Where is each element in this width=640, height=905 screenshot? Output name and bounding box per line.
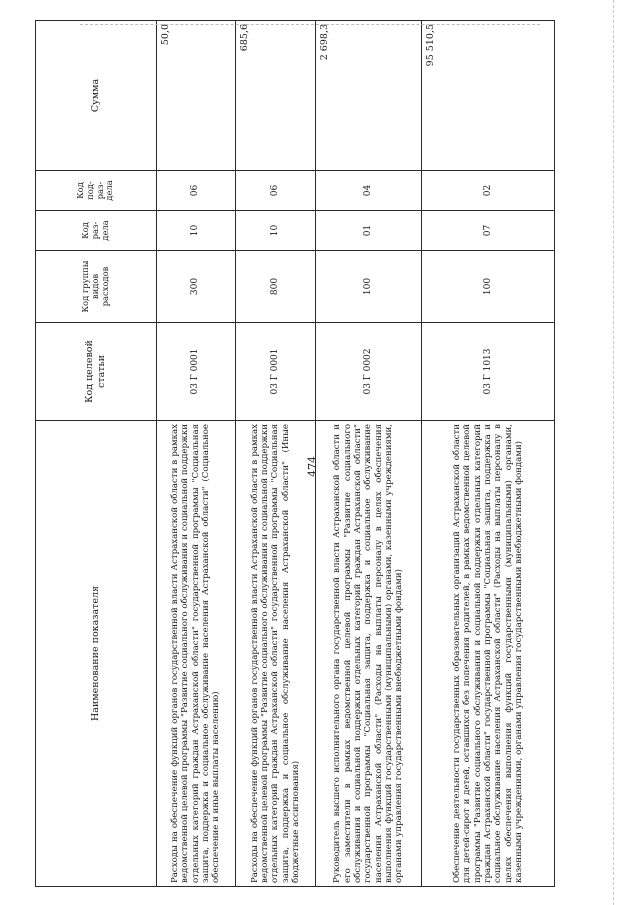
row-expense-group: 100 [422,251,555,323]
table-row [315,21,421,887]
header-name: Наименование показателя [36,421,157,887]
row-amount: 95 510,5 [422,21,555,171]
table-row [156,21,236,887]
row-section: 01 [315,211,421,251]
header-section: Код раз-дела [36,211,157,251]
page-number: 474 [306,456,319,477]
table-row [422,21,555,887]
row-expense-group: 300 [156,251,236,323]
row-name: Расходы на обеспечение функций органов государственной власти Астраханской области в рамках ведомственной целевой программы "Развитие социального обслуживания и социальной поддержки отдельных категорий граждан Астраханской области" государственной программы "Социальная защита, поддержка и социальное обслуживание населения Астраханской области" (Социальное обеспечение и иные выплаты населению) [156,421,236,887]
row-target-code: 03 Г 1013 [422,323,555,421]
row-target-code: 03 Г 0001 [236,323,316,421]
row-section: 10 [236,211,316,251]
row-name: Руководитель высшего исполнительного органа государственной власти Астраханской области и его заместители в рамках ведомственной целевой программы "Развитие социального обслуживания и социальной поддержки отдельных категорий граждан Астраханской области" государственной программы "Социальная защита, поддержка и социальное обслуживание населения Астраханской области" (Расходы на выплаты персоналу в целях обеспечения выполнения функций государственными (муниципальными) органами, казенными учреждениями, органами управления государственными внебюджетными фондами) [315,421,421,887]
row-amount: 2 698,3 [315,21,421,171]
scan-edge-marks [613,0,636,905]
row-amount: 50,0 [156,21,236,171]
row-expense-group: 100 [315,251,421,323]
row-target-code: 03 Г 0002 [315,323,421,421]
row-amount: 685,6 [236,21,316,171]
table-header-row [36,21,157,887]
row-target-code: 03 Г 0001 [156,323,236,421]
row-section: 10 [156,211,236,251]
scan-margin-line [80,24,540,25]
row-subsection: 04 [315,171,421,211]
header-subsection: Код под-раз-дела [36,171,157,211]
row-subsection: 02 [422,171,555,211]
row-name: Обеспечение деятельности государственных образовательных организаций Астраханской области для детей-сирот и детей, оставшихся без попечения родителей, в рамках ведомственной целевой программы "Развитие социального обслуживания и социальной поддержки отдельных категорий граждан Астраханской области" государственной программы "Социальная защита, поддержка и социальное обслуживание населения Астраханской области" (Расходы на выплаты персоналу в целях обеспечения выполнения функций государственными (муниципальными) органами, казенными учреждениями, органами управления государственными внебюджетными фондами) [422,421,555,887]
row-subsection: 06 [236,171,316,211]
table-row [236,21,316,887]
header-target-code: Код целевой статьи [36,323,157,421]
row-section: 07 [422,211,555,251]
row-name: Расходы на обеспечение функций органов государственной власти Астраханской области в рамках ведомственной целевой программы "Развитие социального обслуживания и социальной поддержки отдельных категорий граждан Астраханской области" государственной программы "Социальная защита, поддержка и социальное обслуживание населения Астраханской области" (Иные бюджетные ассигнования) [236,421,316,887]
header-expense-group: Код группы видов расходов [36,251,157,323]
header-amount: Сумма [36,21,157,171]
row-subsection: 06 [156,171,236,211]
row-expense-group: 800 [236,251,316,323]
budget-table [35,20,555,887]
